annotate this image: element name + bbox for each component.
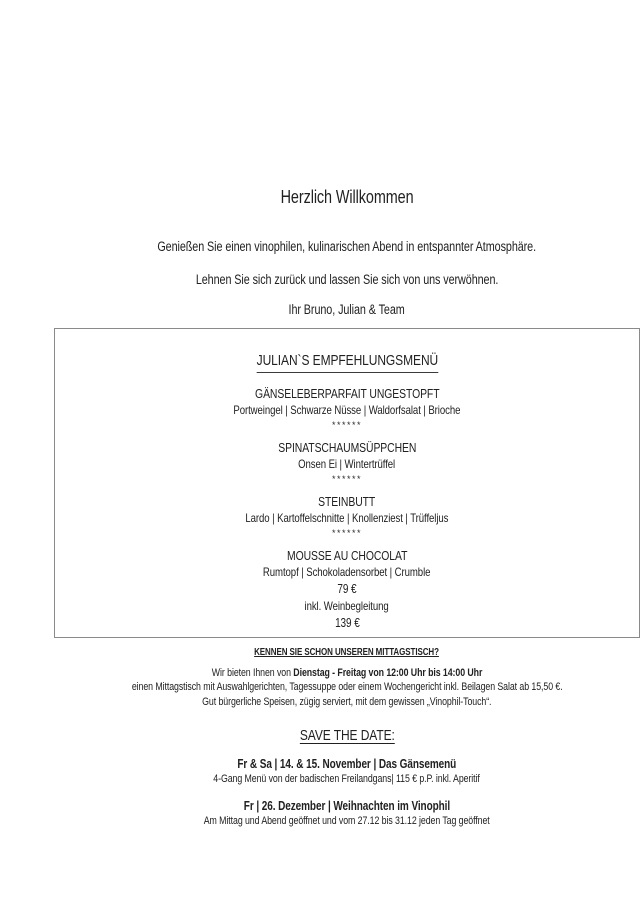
save-the-date-heading: SAVE THE DATE: (299, 727, 395, 744)
course-goose-liver (55, 385, 639, 431)
course-mousse (55, 547, 639, 581)
course-separator: ****** (331, 474, 362, 484)
event-details: Am Mittag und Abend geöffnet und vom 27.12 bis 31.12 jeden Tag geöffnet (204, 815, 490, 827)
event-christmas (54, 798, 640, 829)
page-content (54, 0, 640, 829)
lunch-offer-line: einen Mittagstisch mit Auswahlgerichten, Tagessuppe oder einem Wochengericht inkl. Beilagen Salat ab 15,50 €. (131, 681, 563, 693)
welcome-title-text: Herzlich Willkommen (280, 187, 414, 207)
lunch-style-line: Gut bürgerliche Speisen, zügig serviert, mit dem gewissen „Vinophil-Touch“. (202, 695, 492, 708)
recommendation-menu-box (54, 328, 640, 638)
course-spinach-soup (55, 439, 639, 485)
welcome-title (54, 186, 640, 208)
lunch-hours-prefix: Wir bieten Ihnen von (211, 667, 294, 679)
intro-line-1: Genießen Sie einen vinophilen, kulinarischen Abend in entspannter Atmosphäre. (157, 239, 537, 254)
intro-line-2: Lehnen Sie sich zurück und lassen Sie sich von uns verwöhnen. (195, 272, 499, 287)
lunch-section-heading: KENNEN SIE SCHON UNSEREN MITTAGSTISCH? (254, 647, 440, 658)
course-description: Portweingel | Schwarze Nüsse | Waldorfsalat | Brioche (233, 403, 461, 417)
menu-title: JULIAN`S EMPFEHLUNGSMENÜ (55, 351, 639, 373)
course-list (55, 385, 639, 581)
intro-line-signature: Ihr Bruno, Julian & Team (288, 302, 406, 317)
event-title: Fr & Sa | 14. & 15. November | Das Gänsemenü (237, 757, 457, 771)
course-name: SPINATSCHAUMSÜPPCHEN (277, 440, 417, 455)
lunch-hours-line (54, 666, 640, 680)
course-name: MOUSSE AU CHOCOLAT (286, 548, 408, 563)
course-separator: ****** (331, 420, 362, 430)
wine-pairing-price: 139 € (334, 616, 360, 630)
event-goose-menu (54, 756, 640, 787)
lunch-hours-bold: Dienstag - Freitag von 12:00 Uhr bis 14:00 Uhr (293, 667, 483, 679)
course-turbot (55, 493, 639, 539)
course-description: Onsen Ei | Wintertrüffel (298, 457, 396, 471)
course-name: GÄNSELEBERPARFAIT UNGESTOPFT (254, 386, 440, 401)
course-name: STEINBUTT (318, 494, 376, 509)
course-description: Lardo | Kartoffelschnitte | Knollenziest | Trüffeljus (245, 511, 449, 525)
course-description: Rumtopf | Schokoladensorbet | Crumble (263, 565, 431, 579)
course-separator: ****** (331, 528, 362, 538)
event-title: Fr | 26. Dezember | Weihnachten im Vinophil (243, 799, 451, 813)
wine-pairing-label: inkl. Weinbegleitung (304, 599, 390, 613)
event-details: 4-Gang Menü von der badischen Freilandgans| 115 € p.P. inkl. Aperitif (213, 773, 481, 785)
menu-price: 79 € (337, 582, 357, 596)
